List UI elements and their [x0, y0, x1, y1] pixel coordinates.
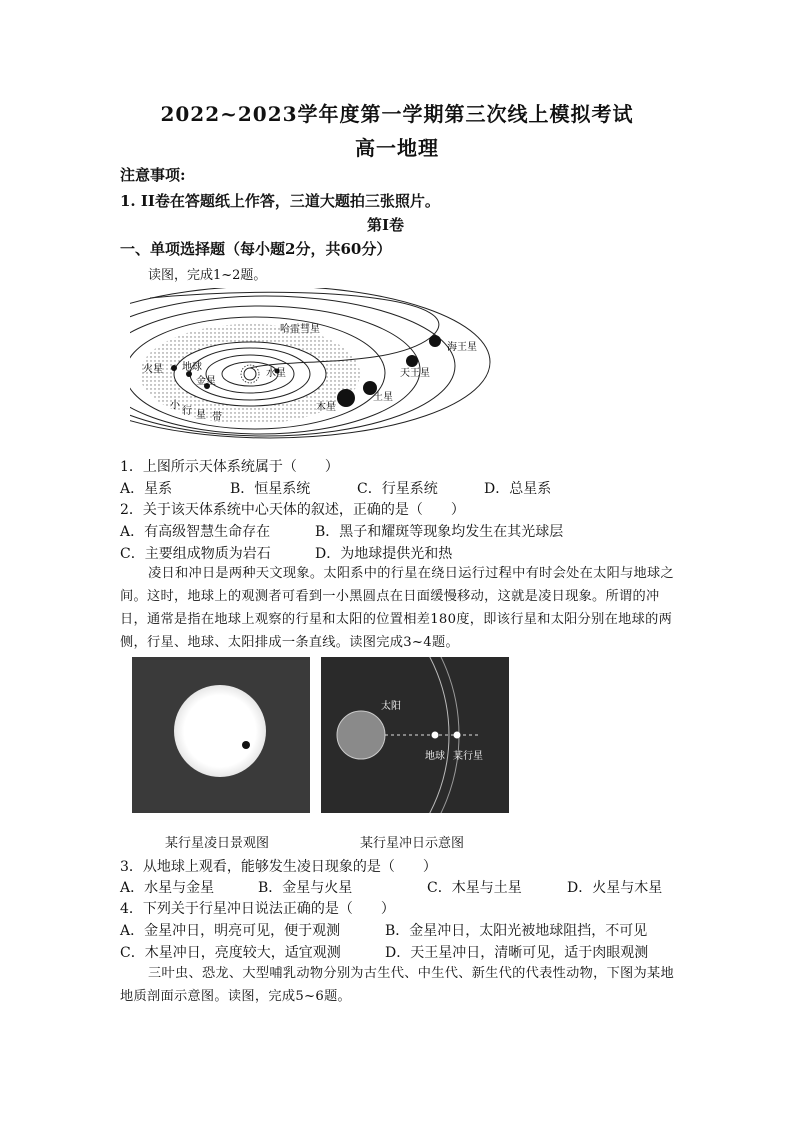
jupiter-dot [337, 389, 355, 407]
label-mercury: 水星 [266, 368, 286, 379]
label-earth: 地球 [182, 362, 202, 373]
q1-option-a: A．星系 [120, 481, 173, 497]
q3-option-c: C．木星与土星 [427, 880, 522, 896]
label-sun: 太阳 [381, 701, 401, 712]
q4-option-a: A．金星冲日，明亮可见，便于观测 [120, 923, 341, 939]
volume-label: 第I卷 [367, 216, 405, 234]
q4-stem: 4．下列关于行星冲日说法正确的是（ ） [120, 901, 395, 917]
label-belt-4: 带 [212, 412, 222, 423]
q1-option-c: C．行星系统 [357, 481, 438, 497]
section-heading: 一、单项选择题（每小题2分，共60分） [120, 240, 392, 258]
q2-option-a: A．有高级智慧生命存在 [120, 524, 271, 540]
label-belt-2: 行 [182, 406, 192, 417]
subject-title: 高一地理 [355, 136, 439, 160]
notice-item-1: 1. II卷在答题纸上作答，三道大题拍三张照片。 [120, 192, 440, 210]
label-halley: 哈雷彗星 [280, 324, 320, 335]
passage-5-6: 三叶虫、恐龙、大型哺乳动物分别为古生代、中生代、新生代的代表性动物，下图为某地地质剖面示意图。读图，完成5~6题。 [120, 966, 675, 1004]
intro-1-2: 读图，完成1~2题。 [148, 268, 267, 283]
planet-dot [454, 732, 461, 739]
label-earth: 地球 [425, 751, 445, 762]
label-neptune: 海王星 [447, 342, 477, 353]
q2-option-d: D．为地球提供光和热 [315, 546, 453, 562]
exam-title: 2022~2023学年度第一学期第三次线上模拟考试 [160, 102, 634, 126]
q3-stem: 3．从地球上观看，能够发生凌日现象的是（ ） [120, 859, 437, 875]
sun-sphere [337, 711, 385, 759]
notice-label: 注意事项: [120, 166, 186, 184]
label-jupiter: 木星 [316, 402, 336, 413]
q1-option-d: D．总星系 [484, 481, 552, 497]
q4-option-c: C．木星冲日，亮度较大，适宜观测 [120, 945, 341, 961]
sun-disk [174, 685, 266, 777]
sun-icon [244, 368, 256, 380]
fig-left-caption: 某行星凌日景观图 [165, 836, 270, 851]
q3-option-d: D．火星与木星 [567, 880, 663, 896]
passage-3-4: 凌日和冲日是两种天文现象。太阳系中的行星在绕日运行过程中有时会处在太阳与地球之间。这时，地球上的观测者可看到一小黑圆点在日面缓慢移动，这就是凌日现象。所谓的冲日，通常是指在地球上观察的行星和太阳的位置相差180度，即该行星和太阳分别在地球的两侧，行星、地球、太阳排成一条直线。读图完成3~4题。 [120, 566, 675, 650]
q3-option-b: B．金星与火星 [258, 880, 353, 896]
label-venus: 金星 [196, 376, 216, 387]
q1-option-b: B．恒星系统 [230, 481, 311, 497]
fig-right-caption: 某行星冲日示意图 [360, 836, 465, 851]
q4-option-d: D．天王星冲日，清晰可见，适于肉眼观测 [385, 945, 649, 961]
label-planet: 某行星 [453, 751, 483, 762]
planet-dot [242, 741, 250, 749]
label-belt-1: 小 [170, 400, 180, 411]
q2-option-c: C．主要组成物质为岩石 [120, 546, 271, 562]
q4-option-b: B．金星冲日，太阳光被地球阻挡，不可见 [385, 923, 648, 939]
label-uranus: 天王星 [400, 368, 430, 379]
q2-option-b: B．黑子和耀斑等现象均发生在其光球层 [315, 524, 564, 540]
mars-dot [171, 365, 177, 371]
label-saturn: 土星 [373, 392, 393, 403]
label-mars: 火星 [143, 364, 163, 375]
q1-stem: 1．上图所示天体系统属于（ ） [120, 459, 339, 475]
earth-dot [432, 732, 439, 739]
solar-system-diagram [130, 288, 500, 444]
opposition-diagram [321, 657, 509, 813]
q3-option-a: A．水星与金星 [120, 880, 215, 896]
transit-photo [132, 657, 310, 813]
uranus-dot [406, 355, 418, 367]
q2-stem: 2．关于该天体系统中心天体的叙述，正确的是（ ） [120, 502, 465, 518]
label-belt-3: 星 [196, 410, 206, 421]
neptune-dot [429, 335, 441, 347]
